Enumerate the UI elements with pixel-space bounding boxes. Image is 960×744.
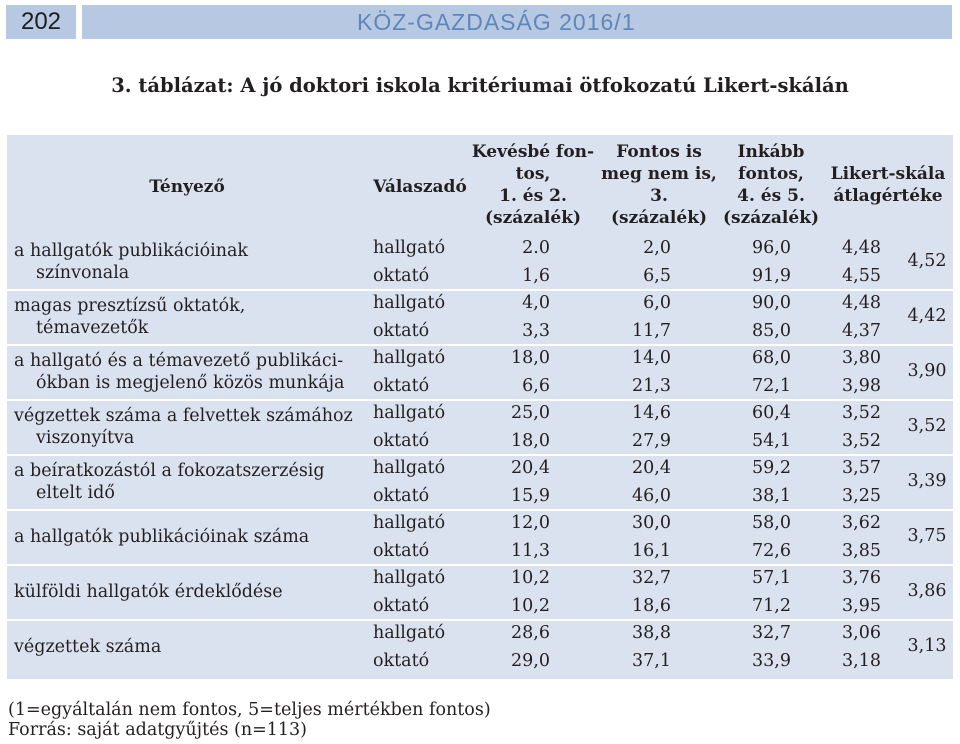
row-divider	[7, 289, 953, 291]
header-col2-line: Fontos is	[616, 142, 702, 162]
factor-label	[14, 581, 364, 603]
overall-mean-cell: 4,42	[907, 306, 947, 326]
value-cell: 32,7	[632, 568, 671, 588]
factor-line: magas presztízsű oktatók,	[14, 296, 246, 316]
header-col4	[827, 163, 949, 207]
value-cell: 6,5	[643, 265, 671, 286]
value-cell: 30,0	[632, 513, 671, 533]
value-cell: 6,6	[522, 375, 550, 396]
factor-line: külföldi hallgatók érdeklődése	[14, 582, 283, 602]
mean-cell: 3,52	[842, 430, 881, 451]
factor-label	[14, 460, 364, 504]
overall-mean-cell: 3,86	[907, 581, 947, 601]
value-cell: 71,2	[752, 595, 791, 616]
likert-table	[7, 135, 953, 679]
value-cell: 10,2	[511, 595, 550, 616]
value-cell: 54,1	[752, 430, 791, 451]
header-col2-line: meg nem is,	[601, 164, 717, 184]
value-cell: 2.0	[522, 238, 550, 258]
respondent-cell: oktató	[373, 265, 430, 286]
factor-line: a hallgató és a témavezető publikáci-	[14, 351, 344, 371]
journal-title: KÖZ-GAZDASÁG 2016/1	[357, 9, 636, 35]
factor-label	[14, 636, 364, 658]
factor-label	[14, 405, 364, 449]
header-col3-line: 4. és 5.	[737, 186, 805, 206]
factor-label	[14, 350, 364, 394]
respondent-cell: oktató	[373, 375, 430, 396]
header-factor: Tényező	[149, 177, 225, 197]
mean-cell: 4,37	[842, 320, 881, 341]
value-cell: 15,9	[511, 485, 550, 506]
row-divider	[7, 619, 953, 621]
value-cell: 11,3	[511, 540, 550, 561]
factor-line: végzettek száma	[14, 637, 162, 657]
value-cell: 20,4	[632, 458, 671, 478]
factor-line: színvonala	[36, 263, 130, 283]
value-cell: 85,0	[752, 320, 791, 341]
value-cell: 68,0	[752, 348, 791, 368]
mean-cell: 3,76	[842, 568, 881, 588]
header-col2-line: (százalék)	[610, 208, 708, 228]
factor-line: a hallgatók publikációinak száma	[14, 527, 310, 547]
table-source: Forrás: saját adatgyűjtés (n=113)	[8, 720, 308, 740]
value-cell: 60,4	[752, 403, 791, 423]
respondent-cell: oktató	[373, 320, 430, 341]
value-cell: 25,0	[511, 403, 550, 423]
respondent-cell: hallgató	[373, 403, 446, 423]
mean-cell: 3,25	[842, 485, 881, 506]
mean-cell: 3,95	[842, 595, 881, 616]
row-divider	[7, 454, 953, 456]
row-divider	[7, 509, 953, 511]
value-cell: 59,2	[752, 458, 791, 478]
header-col4-line: Likert-skála	[830, 164, 946, 184]
page-header	[0, 0, 960, 48]
mean-cell: 3,80	[842, 348, 881, 368]
factor-line: a hallgatók publikációinak	[14, 241, 249, 261]
respondent-cell: hallgató	[373, 293, 446, 313]
header-col3	[713, 141, 829, 229]
value-cell: 29,0	[511, 650, 550, 671]
page-number: 202	[6, 5, 76, 39]
overall-mean-cell: 3,13	[907, 636, 947, 656]
value-cell: 72,1	[752, 375, 791, 396]
overall-mean-cell: 3,90	[907, 361, 947, 381]
mean-cell: 3,52	[842, 403, 881, 423]
value-cell: 21,3	[632, 375, 671, 396]
value-cell: 58,0	[752, 513, 791, 533]
value-cell: 28,6	[511, 623, 550, 643]
factor-label	[14, 295, 364, 339]
factor-line: témavezetők	[36, 318, 149, 338]
mean-cell: 4,48	[842, 293, 881, 313]
header-col4-line: átlagértéke	[833, 186, 943, 206]
value-cell: 27,9	[632, 430, 671, 451]
table-note: (1=egyáltalán nem fontos, 5=teljes mértékben fontos)	[8, 700, 491, 720]
respondent-cell: hallgató	[373, 623, 446, 643]
overall-mean-cell: 4,52	[907, 251, 947, 271]
header-col2	[593, 141, 725, 229]
respondent-cell: hallgató	[373, 458, 446, 478]
mean-cell: 4,48	[842, 238, 881, 258]
value-cell: 38,1	[752, 485, 791, 506]
value-cell: 57,1	[752, 568, 791, 588]
overall-mean-cell: 3,39	[907, 471, 947, 491]
factor-label	[14, 240, 364, 284]
respondent-cell: oktató	[373, 650, 430, 671]
value-cell: 14,0	[632, 348, 671, 368]
value-cell: 12,0	[511, 513, 550, 533]
mean-cell: 3,57	[842, 458, 881, 478]
value-cell: 18,0	[511, 348, 550, 368]
factor-line: a beíratkozástól a fokozatszerzésig	[14, 461, 325, 481]
factor-line: eltelt idő	[36, 483, 115, 503]
overall-mean-cell: 3,52	[907, 416, 947, 436]
header-col1-line: tos,	[515, 164, 551, 184]
respondent-cell: oktató	[373, 430, 430, 451]
factor-line: viszonyítva	[36, 428, 135, 448]
value-cell: 1,6	[522, 265, 550, 286]
factor-label	[14, 526, 364, 548]
value-cell: 38,8	[632, 623, 671, 643]
header-col3-line: (százalék)	[722, 208, 820, 228]
mean-cell: 3,98	[842, 375, 881, 396]
respondent-cell: hallgató	[373, 568, 446, 588]
value-cell: 96,0	[752, 238, 791, 258]
respondent-cell: oktató	[373, 595, 430, 616]
mean-cell: 3,18	[842, 650, 881, 671]
header-col2-line: 3.	[650, 186, 668, 206]
respondent-cell: hallgató	[373, 348, 446, 368]
value-cell: 11,7	[632, 320, 671, 341]
value-cell: 37,1	[632, 650, 671, 671]
header-respondent: Válaszadó	[373, 177, 467, 197]
value-cell: 10,2	[511, 568, 550, 588]
overall-mean-cell: 3,75	[907, 526, 947, 546]
value-cell: 20,4	[511, 458, 550, 478]
value-cell: 18,0	[511, 430, 550, 451]
respondent-cell: oktató	[373, 540, 430, 561]
row-divider	[7, 344, 953, 346]
value-cell: 91,9	[752, 265, 791, 286]
respondent-cell: hallgató	[373, 238, 446, 258]
mean-cell: 3,85	[842, 540, 881, 561]
table-caption: 3. táblázat: A jó doktori iskola kritériumai ötfokozatú Likert-skálán	[111, 74, 849, 97]
value-cell: 72,6	[752, 540, 791, 561]
respondent-cell: oktató	[373, 485, 430, 506]
respondent-cell: hallgató	[373, 513, 446, 533]
value-cell: 18,6	[632, 595, 671, 616]
row-divider	[7, 399, 953, 401]
value-cell: 6,0	[643, 293, 671, 313]
factor-line: végzettek száma a felvettek számához	[14, 406, 353, 426]
value-cell: 3,3	[522, 320, 550, 341]
header-col3-line: fontos,	[738, 164, 804, 184]
value-cell: 33,9	[752, 650, 791, 671]
value-cell: 2,0	[643, 238, 671, 258]
mean-cell: 4,55	[842, 265, 881, 286]
value-cell: 14,6	[632, 403, 671, 423]
row-divider	[7, 564, 953, 566]
header-col1-line: (százalék)	[484, 208, 582, 228]
header-col3-line: Inkább	[737, 142, 805, 162]
header-col1-line: Kevésbé fon-	[471, 142, 595, 162]
value-cell: 46,0	[632, 485, 671, 506]
mean-cell: 3,62	[842, 513, 881, 533]
value-cell: 16,1	[632, 540, 671, 561]
value-cell: 90,0	[752, 293, 791, 313]
factor-line: ókban is megjelenő közös munkája	[36, 373, 345, 393]
value-cell: 4,0	[522, 293, 550, 313]
header-col1	[469, 141, 597, 229]
mean-cell: 3,06	[842, 623, 881, 643]
running-header	[82, 5, 952, 39]
header-col1-line: 1. és 2.	[499, 186, 567, 206]
value-cell: 32,7	[752, 623, 791, 643]
